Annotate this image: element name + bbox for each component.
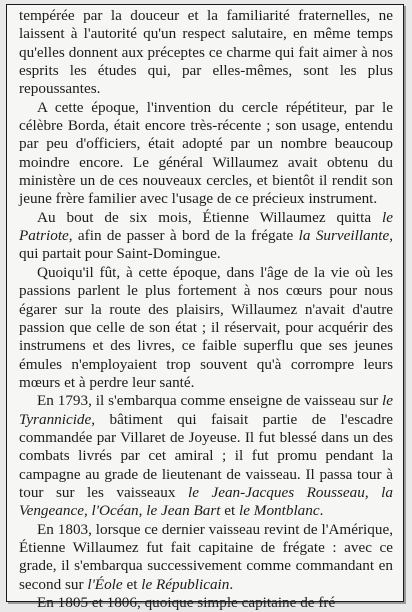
- text-segment: En 1803, lorsque ce dernier vaisseau revint de l'Amérique, Étienne Willaumez fut fait capitaine de frégate : avec ce grade, il s'embarqua successivement comme commandant en second sur: [19, 520, 393, 593]
- paragraph: [19, 264, 393, 392]
- book-page: [6, 4, 404, 611]
- text-segment: En 1805 et 1806, quoique simple capitaine de fré: [37, 594, 336, 611]
- text-segment: ,: [138, 502, 147, 520]
- paragraph: [19, 209, 393, 264]
- text-segment: A cette époque, l'invention du cercle répétiteur, par le célèbre Borda, était encore très-récente ; son usage, entendu par peu d'officiers, était adopté par un nombre beaucoup moindre encore. Le général Willaumez avait obtenu du ministère un de ces nouveaux cercles, et bientôt il rendit son jeune frère familier avec l'usage de ce précieux instrument.: [19, 98, 393, 208]
- text-segment: En 1793, il s'embarqua comme enseigne de vaisseau sur: [37, 392, 383, 410]
- text-segment: Quoiqu'il fût, à cette époque, dans l'âge de la vie où les passions parlent le plus fortement à nos cœurs pour nous égarer sur la route des plaisirs, Willaumez n'avait d'autre passion que celle de son état ; il réservait, pour acquérir des instrumens et des livres, ce faible superflu que ses jeunes émules n'employaient trop souvent qu'à corrompre leurs mœurs et à perdre leur santé.: [19, 263, 393, 391]
- italic-ship-name: la Surveillante: [298, 227, 390, 245]
- text-segment: et: [220, 502, 240, 520]
- text-segment: et: [122, 575, 142, 593]
- italic-ship-name: le Jean-Jacques Rousseau: [188, 483, 365, 501]
- text-segment: , afin de passer à bord de la frégate: [68, 227, 299, 245]
- text-segment: , qui partait pour Saint-Domingue.: [19, 227, 394, 263]
- italic-ship-name: l'Éole: [87, 575, 123, 593]
- text-segment: Au bout de six mois, Étienne Willaumez quitta: [37, 208, 383, 226]
- italic-ship-name: la Vengeance: [19, 483, 393, 520]
- text-segment: ,: [364, 483, 382, 501]
- italic-ship-name: le Tyrannicide: [19, 392, 393, 428]
- paragraph: [19, 594, 393, 612]
- italic-ship-name: le Jean Bart: [146, 502, 221, 520]
- paragraph: [19, 521, 393, 594]
- paragraph: [19, 99, 393, 209]
- italic-ship-name: le Patriote: [19, 208, 393, 245]
- paragraph: [19, 7, 393, 99]
- italic-ship-name: le Républicain: [141, 575, 230, 593]
- text-segment: tempérée par la douceur et la familiarité fraternelles, ne laissent à l'autorité qu'un respect salutaire, en même temps qu'elles donnent aux préceptes ce charme qui fait aimer à nos esprits les études qui, par elles-mêmes, sont les plus repoussantes.: [19, 7, 393, 98]
- italic-ship-name: l'Océan: [91, 502, 139, 520]
- text-segment: .: [229, 575, 234, 593]
- text-segment: ,: [83, 502, 92, 520]
- text-segment: .: [319, 502, 324, 520]
- text-segment: , bâtiment qui faisait partie de l'escadre commandée par Villaret de Joyeuse. Il fut blessé dans un des combats livrés par cet amiral ; il fut promu pendant la campagne au grade de lieutenant de vaisseau. Il passa tour à tour sur les vaisseaux: [19, 410, 393, 501]
- italic-ship-name: le Montblanc: [239, 502, 320, 520]
- paragraph: [19, 392, 393, 520]
- page-text: [19, 7, 393, 612]
